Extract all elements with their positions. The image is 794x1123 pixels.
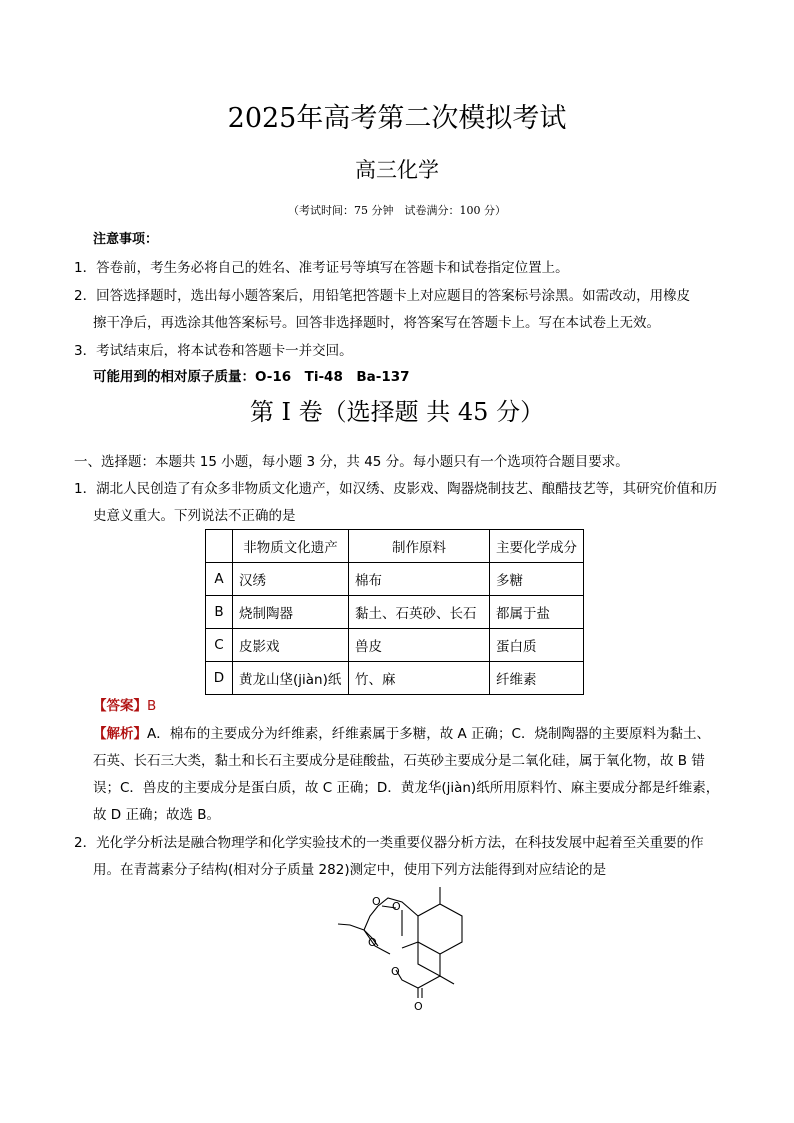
artemisinin-structure (330, 880, 480, 1015)
question-1-cont: 史意义重大。下列说法不正确的是 (93, 508, 296, 524)
notice-item-number: 2． (74, 288, 97, 304)
analysis-label: 【解析】 (93, 726, 147, 742)
table-cell: 黄龙山垡(jiàn)纸 (233, 662, 349, 695)
question-2 (74, 831, 704, 851)
analysis-text: A．棉布的主要成分为纤维素，纤维素属于多糖，故 A 正确；C．烧制陶器的主要原料为黏土、 (147, 726, 710, 742)
table-cell: 竹、麻 (349, 662, 490, 695)
question-number: 2． (74, 835, 97, 851)
oxygen-atom: O (392, 900, 401, 913)
section-title: 第 I 卷（选择题 共 45 分） (249, 398, 545, 426)
analysis-line-3: 误；C．兽皮的主要成分是蛋白质，故 C 正确；D．黄龙华(jiàn)纸所用原料竹、麻主要成分都是纤维素， (93, 780, 720, 796)
notice-item-text: 考试结束后，将本试卷和答题卡一并交回。 (96, 343, 353, 359)
table-row (206, 629, 584, 662)
question-2-cont: 用。在青蒿素分子结构(相对分子质量 282)测定中，使用下列方法能得到对应结论的是 (93, 862, 607, 878)
oxygen-atom: O (391, 965, 400, 978)
table-row (206, 662, 584, 695)
table-cell: 汉绣 (233, 563, 349, 596)
table-cell: 兽皮 (349, 629, 490, 662)
table-cell: A (206, 563, 233, 596)
notice-item-text: 答卷前，考生务必将自己的姓名、准考证号等填写在答题卡和试卷指定位置上。 (96, 260, 569, 276)
table-cell: 黏土、石英砂、长石 (349, 596, 490, 629)
table-header-cell: 制作原料 (349, 530, 490, 563)
q1-table (205, 529, 584, 695)
answer-value: B (147, 698, 157, 714)
answer-line (93, 694, 156, 714)
table-header-row (206, 530, 584, 563)
section-instruction: 一、选择题：本题共 15 小题，每小题 3 分，共 45 分。每小题只有一个选项符合题目要求。 (74, 454, 629, 470)
table-cell: C (206, 629, 233, 662)
exam-subtitle: 高三化学 (355, 158, 439, 182)
notice-item-2 (74, 284, 690, 304)
analysis-line-2: 石英、长石三大类，黏土和长石主要成分是硅酸盐，石英砂主要成分是二氧化硅，属于氧化物，故 B 错 (93, 753, 705, 769)
notice-item-number: 1． (74, 260, 97, 276)
table-header-cell: 非物质文化遗产 (233, 530, 349, 563)
table-cell: B (206, 596, 233, 629)
notice-item-2-cont: 擦干净后，再选涂其他答案标号。回答非选择题时，将答案写在答题卡上。写在本试卷上无效。 (93, 315, 660, 331)
table-cell: 都属于盐 (490, 596, 584, 629)
table-cell: 棉布 (349, 563, 490, 596)
notice-item-text: 回答选择题时，选出每小题答案后，用铅笔把答题卡上对应题目的答案标号涂黑。如需改动，用橡皮 (96, 288, 691, 304)
table-cell: 蛋白质 (490, 629, 584, 662)
table-row (206, 596, 584, 629)
question-text: 光化学分析法是融合物理学和化学实验技术的一类重要仪器分析方法，在科技发展中起着至关重要的作 (96, 835, 704, 851)
atomic-mass: 可能用到的相对原子质量：O-16 Ti-48 Ba-137 (93, 369, 410, 385)
table-cell: 皮影戏 (233, 629, 349, 662)
table-header-cell: 主要化学成分 (490, 530, 584, 563)
notice-item-number: 3． (74, 343, 97, 359)
table-cell: 烧制陶器 (233, 596, 349, 629)
question-text: 湖北人民创造了有众多非物质文化遗产，如汉绣、皮影戏、陶器烧制技艺、酿醋技艺等，其研究价值和历 (96, 481, 718, 497)
oxygen-atom: O (372, 895, 381, 908)
table-cell: 多糖 (490, 563, 584, 596)
oxygen-atom: O (368, 936, 377, 949)
oxygen-atom: O (414, 1000, 423, 1013)
table-cell: 纤维素 (490, 662, 584, 695)
exam-title: 2025年高考第二次模拟考试 (227, 103, 567, 134)
answer-label: 【答案】 (93, 698, 147, 714)
analysis-line-4: 故 D 正确；故选 B。 (93, 807, 221, 823)
notice-item-1 (74, 256, 569, 276)
exam-info: （考试时间：75 分钟 试卷满分：100 分） (288, 204, 506, 217)
question-number: 1． (74, 481, 97, 497)
analysis-line-1 (93, 722, 710, 742)
table-header-cell (206, 530, 233, 563)
table-row (206, 563, 584, 596)
notice-item-3 (74, 339, 353, 359)
table-cell: D (206, 662, 233, 695)
notice-heading: 注意事项： (93, 232, 159, 247)
question-1 (74, 477, 717, 497)
